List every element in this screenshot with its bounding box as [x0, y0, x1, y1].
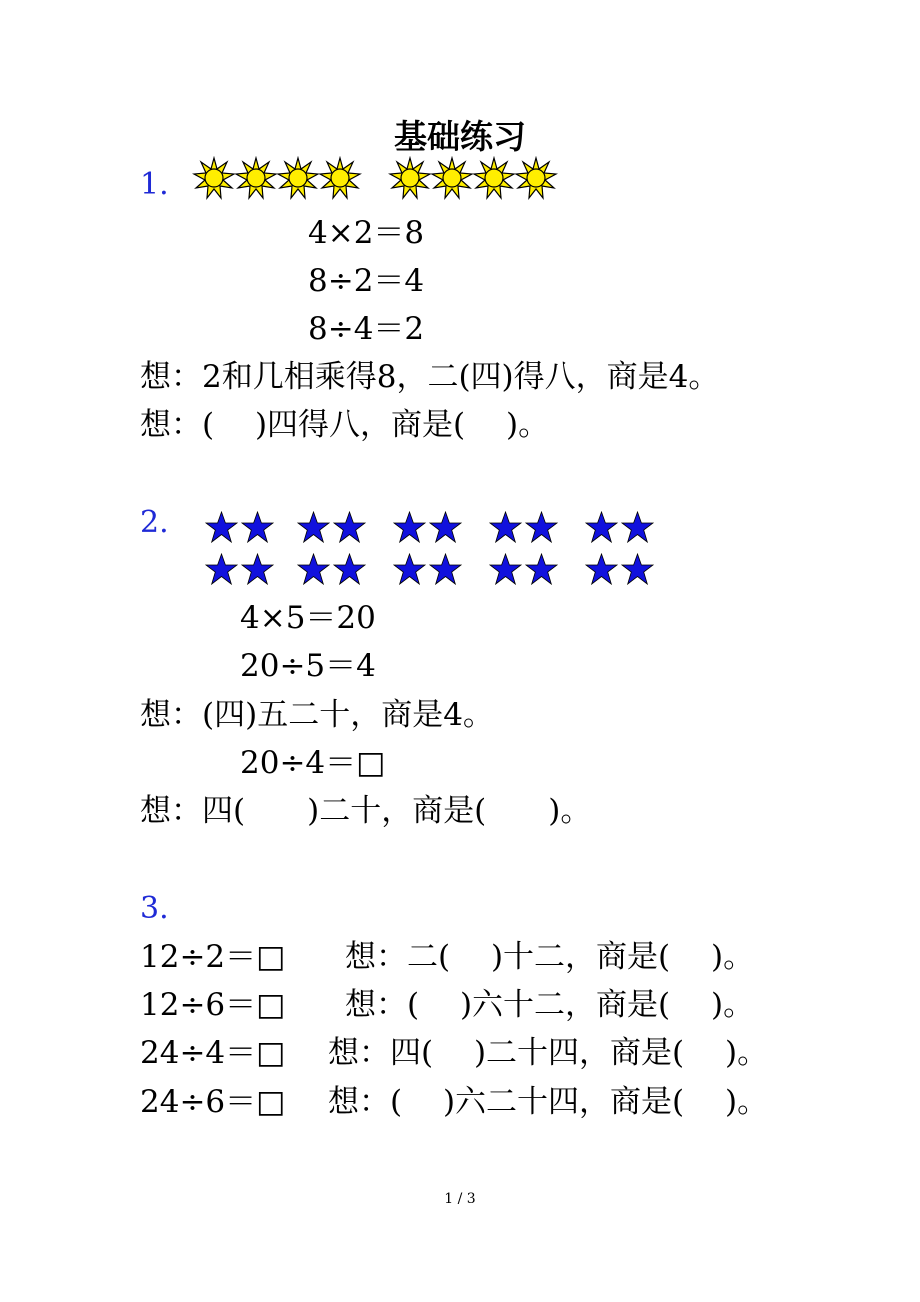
sun-icon: [514, 156, 558, 200]
s3-think-4: 想：( )六二十四，商是( )。: [328, 1084, 769, 1120]
star-icon: [621, 553, 654, 586]
s1-think-1: 想：2和几相乘得8，二(四)得八，商是4。: [140, 359, 720, 395]
star-icon: [489, 511, 522, 544]
s2-think-b: 想：四( )二十，商是( )。: [140, 793, 592, 829]
sun-icon: [234, 156, 278, 200]
sun-icon: [472, 156, 516, 200]
s2-think-a: 想：(四)五二十，商是4。: [140, 697, 494, 733]
star-icon: [393, 553, 426, 586]
page-number: 1 / 3: [444, 1191, 476, 1207]
star-icon: [297, 511, 330, 544]
s1-equation-3: 8÷4＝2: [308, 311, 425, 347]
section2-number: 2.: [140, 505, 169, 540]
s3-equation-4: 24÷6＝□: [140, 1084, 286, 1120]
star-icon: [333, 553, 366, 586]
star-icon: [525, 553, 558, 586]
star-icon: [429, 511, 462, 544]
star-icon: [241, 553, 274, 586]
s3-think-1: 想：二( )十二，商是( )。: [345, 939, 755, 975]
sun-icon: [276, 156, 320, 200]
star-icon: [205, 553, 238, 586]
s1-equation-2: 8÷2＝4: [308, 263, 425, 299]
star-icon: [241, 511, 274, 544]
s3-equation-3: 24÷4＝□: [140, 1035, 286, 1071]
s1-think-2: 想：( )四得八，商是( )。: [140, 407, 550, 443]
star-icon: [621, 511, 654, 544]
s2-equation-2: 20÷5＝4: [240, 648, 376, 684]
star-icon: [333, 511, 366, 544]
s1-equation-1: 4×2＝8: [308, 215, 425, 251]
star-icon: [585, 553, 618, 586]
star-icon: [205, 511, 238, 544]
section1-number: 1.: [140, 167, 169, 202]
s3-think-2: 想：( )六十二，商是( )。: [345, 987, 755, 1023]
section3-number: 3.: [140, 891, 169, 926]
star-icon: [585, 511, 618, 544]
star-icon: [525, 511, 558, 544]
s3-equation-1: 12÷2＝□: [140, 939, 286, 975]
star-icon: [429, 553, 462, 586]
s2-equation-b: 20÷4＝□: [240, 745, 386, 781]
s3-think-3: 想：四( )二十四，商是( )。: [328, 1035, 769, 1071]
sun-icon: [318, 156, 362, 200]
star-icon: [489, 553, 522, 586]
sun-icon: [192, 156, 236, 200]
s3-equation-2: 12÷6＝□: [140, 987, 286, 1023]
star-icon: [297, 553, 330, 586]
star-icon: [393, 511, 426, 544]
sun-icon: [388, 156, 432, 200]
sun-icon: [430, 156, 474, 200]
page-title: 基础练习: [394, 117, 526, 156]
s2-equation-1: 4×5＝20: [240, 600, 376, 636]
